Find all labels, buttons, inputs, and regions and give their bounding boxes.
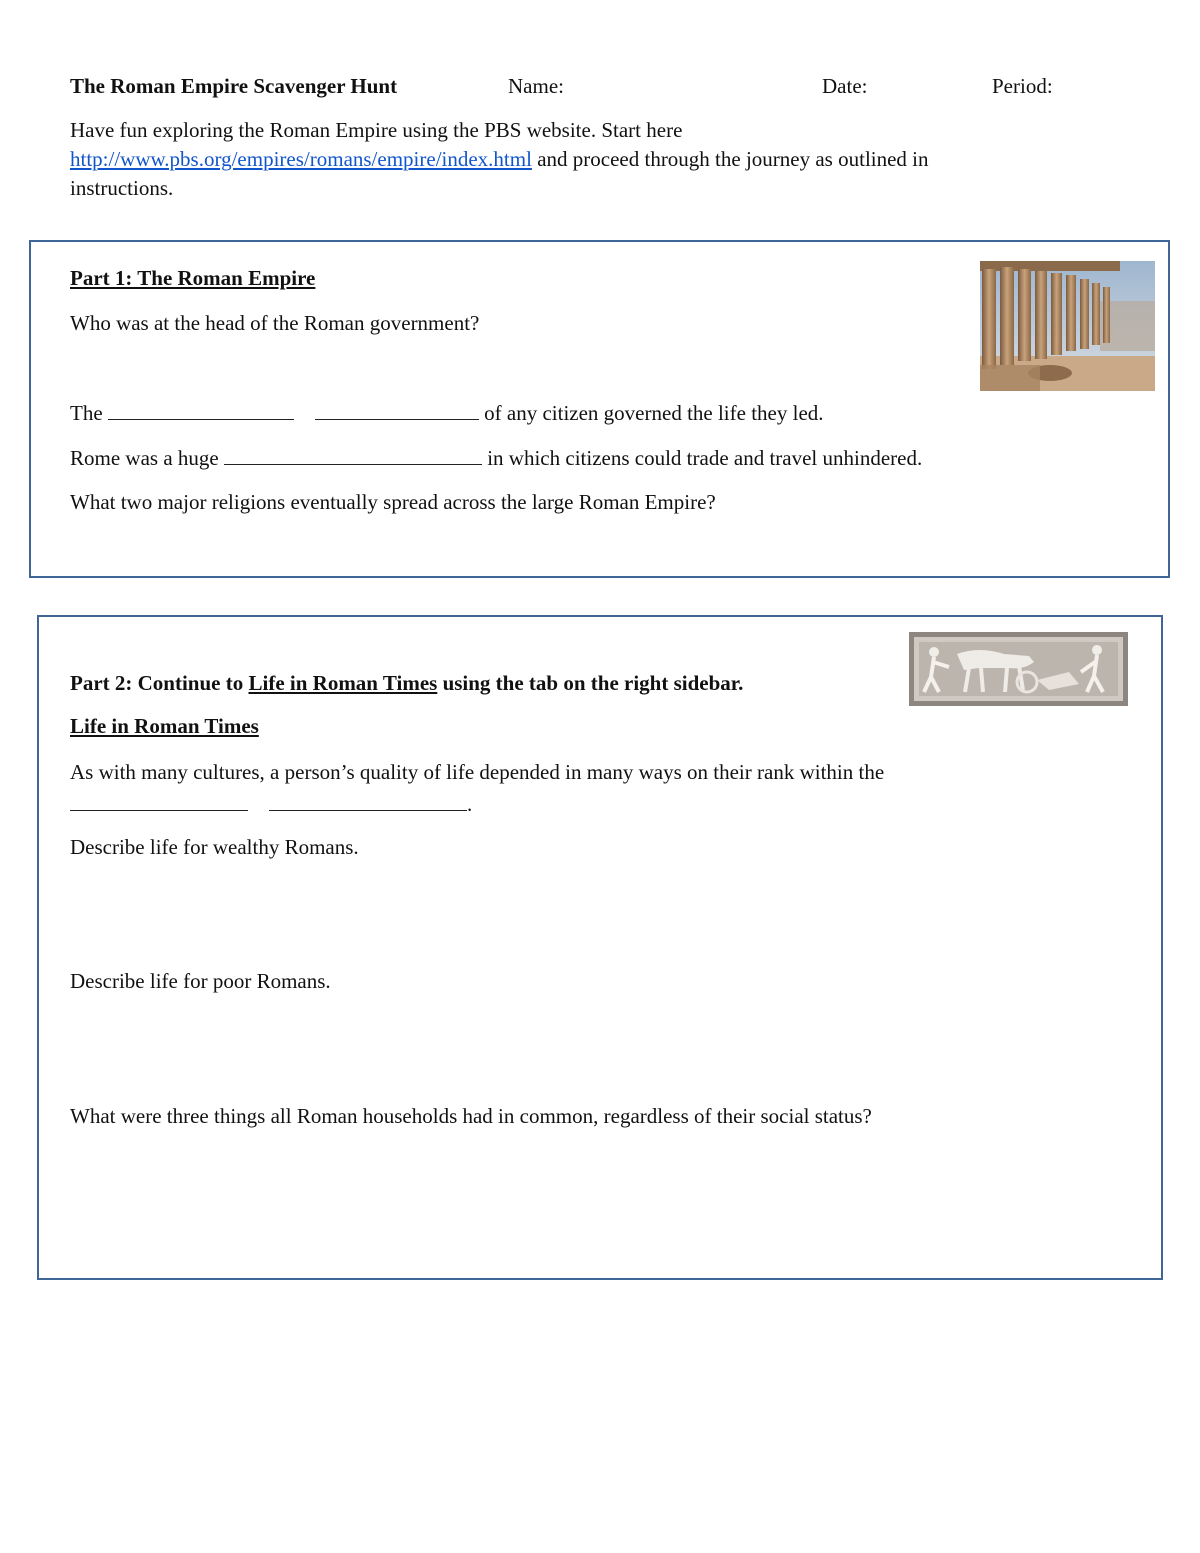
q2-start-text: The (70, 401, 103, 425)
worksheet-title: The Roman Empire Scavenger Hunt (70, 74, 398, 98)
roman-relief-icon (909, 632, 1128, 706)
part2-question-3: Describe life for poor Romans. (70, 969, 331, 993)
answer-blank[interactable] (269, 794, 467, 811)
part1-image (980, 261, 1155, 391)
part2-image (909, 632, 1128, 706)
part1-question-2 (70, 399, 824, 428)
part1-question-4: What two major religions eventually spread across the large Roman Empire? (70, 490, 716, 514)
answer-blank[interactable] (315, 401, 479, 420)
q1-period: . (467, 792, 473, 816)
part2-heading-end: using the tab on the right sidebar. (437, 671, 744, 695)
answer-blank[interactable] (70, 794, 248, 811)
period-label: Period: (992, 74, 1053, 98)
name-label: Name: (508, 74, 564, 98)
part2-question-1: As with many cultures, a person’s quality of life depended in many ways on their rank within the (70, 760, 885, 784)
part1-question-3 (70, 444, 922, 473)
q3-start-text: Rome was a huge (70, 446, 219, 470)
part1-heading: Part 1: The Roman Empire (70, 266, 316, 290)
part2-question-1-blanks (70, 790, 472, 819)
date-label: Date: (822, 74, 868, 98)
part2-subheading: Life in Roman Times (70, 714, 259, 738)
part2-heading-start: Part 2: Continue to (70, 671, 249, 695)
answer-blank[interactable] (108, 401, 294, 420)
intro-line-3: instructions. (70, 176, 174, 200)
part2-question-2: Describe life for wealthy Romans. (70, 835, 359, 859)
intro-line-2 (70, 145, 929, 174)
part2-question-4: What were three things all Roman households had in common, regardless of their social status? (70, 1104, 872, 1128)
part2-heading (70, 669, 743, 698)
colonnade-ruins-icon (980, 261, 1155, 391)
answer-blank[interactable] (224, 446, 482, 465)
intro-line-2-text: and proceed through the journey as outlined in (531, 147, 929, 171)
intro-line-1: Have fun exploring the Roman Empire using the PBS website. Start here (70, 118, 683, 142)
pbs-link[interactable]: http://www.pbs.org/empires/romans/empire/index.html (70, 147, 532, 171)
q2-end-text: of any citizen governed the life they led. (484, 401, 824, 425)
part1-question-1: Who was at the head of the Roman government? (70, 311, 480, 335)
q3-end-text: in which citizens could trade and travel unhindered. (487, 446, 923, 470)
life-in-roman-times-tab-ref: Life in Roman Times (248, 671, 438, 695)
